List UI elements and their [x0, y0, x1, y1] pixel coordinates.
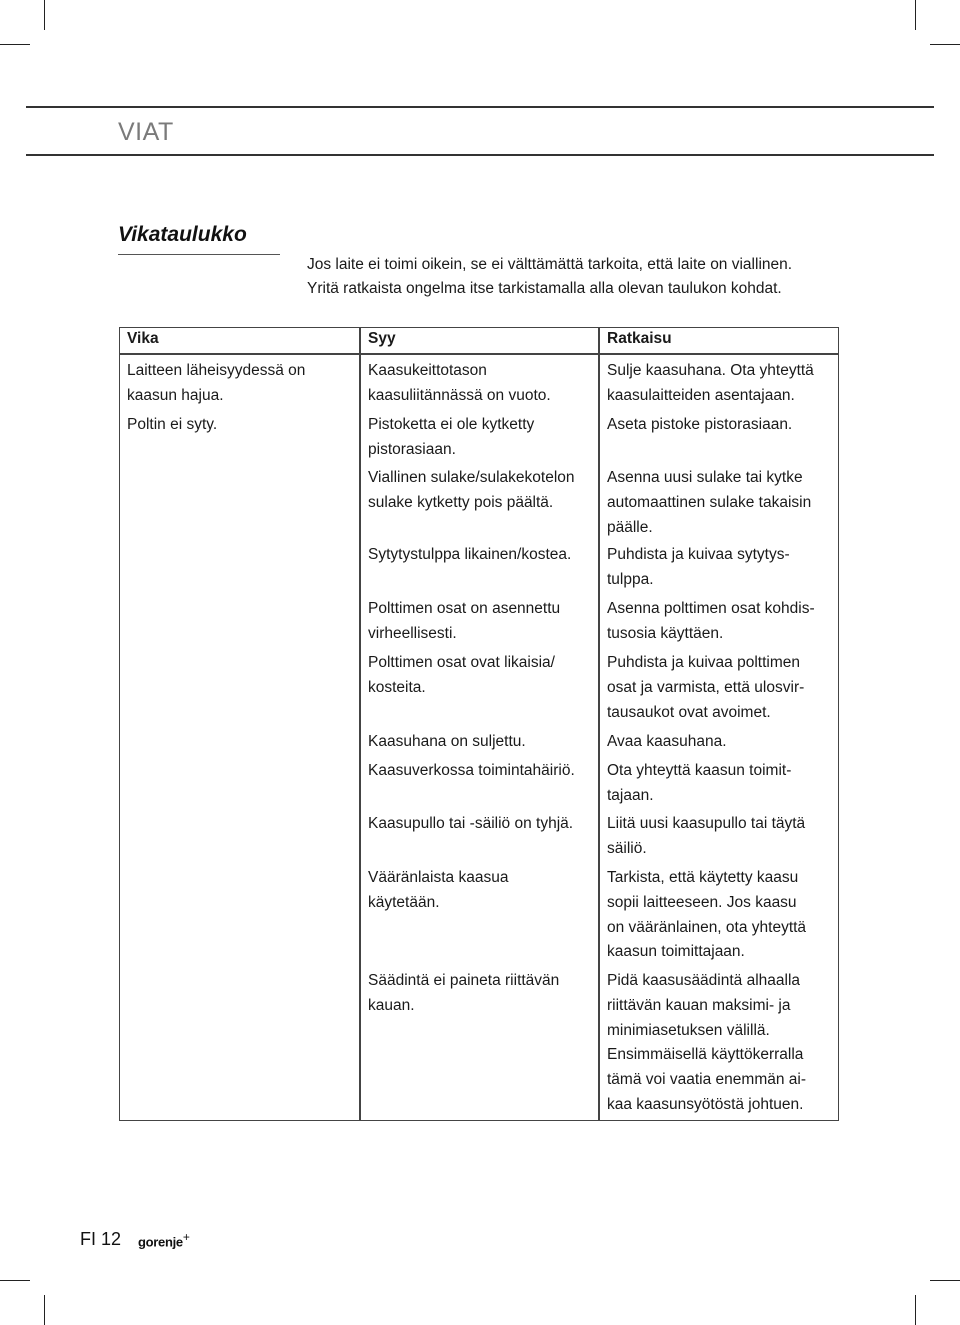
cell-line: Laitteen läheisyydessä on	[127, 362, 306, 379]
cell-line: kosteita.	[368, 678, 426, 696]
cell-syy	[368, 866, 508, 916]
cell-line: Sytytystulppa likainen/kostea.	[368, 546, 572, 563]
page-number: FI 12	[80, 1229, 122, 1249]
cell-syy	[368, 730, 526, 755]
crop-mark	[44, 0, 45, 30]
brand-name: gorenje	[138, 1234, 183, 1250]
cell-line: tulppa.	[607, 570, 654, 588]
cell-line: kaasun toimittajaan.	[607, 943, 745, 961]
cell-line: säiliö.	[607, 839, 647, 857]
intro-text	[307, 253, 792, 301]
cell-vika	[127, 413, 217, 438]
cell-line: minimiasetuksen välillä.	[607, 1021, 770, 1039]
cell-syy	[368, 597, 560, 647]
cell-line: on vääränlainen, ota yhteyttä	[607, 918, 807, 936]
cell-ratkaisu	[607, 359, 814, 409]
cell-syy	[368, 359, 551, 409]
cell-line: kauan.	[368, 996, 415, 1014]
table-column-divider	[598, 327, 600, 1121]
cell-line: käytetään.	[368, 893, 440, 911]
cell-line: Kaasukeittotason	[368, 362, 487, 379]
cell-line: Pistoketta ei ole kytketty	[368, 416, 535, 433]
cell-line: Vääränlaista kaasua	[368, 869, 509, 886]
cell-line: Ota yhteyttä kaasun toimit-	[607, 762, 792, 779]
cell-line: riittävän kauan maksimi- ja	[607, 996, 791, 1014]
section-title-underline	[118, 254, 280, 255]
cell-line: päälle.	[607, 518, 653, 536]
cell-line: Liitä uusi kaasupullo tai täytä	[607, 815, 806, 832]
crop-mark	[44, 1295, 45, 1325]
cell-line: sulake kytketty pois päältä.	[368, 493, 554, 511]
cell-line: Pidä kaasusäädintä alhaalla	[607, 972, 801, 989]
cell-ratkaisu	[607, 812, 805, 862]
column-header-ratkaisu: Ratkaisu	[607, 330, 672, 347]
cell-line: Sulje kaasuhana. Ota yhteyttä	[607, 362, 814, 379]
crop-mark	[930, 1280, 960, 1281]
cell-line: virheellisesti.	[368, 624, 457, 642]
cell-line: kaasun hajua.	[127, 386, 224, 404]
cell-line: sopii laitteeseen. Jos kaasu	[607, 893, 797, 911]
cell-line: kaasulaitteiden asentajaan.	[607, 386, 795, 404]
cell-line: Polttimen osat on asennettu	[368, 600, 561, 617]
cell-line: Polttimen osat ovat likaisia/	[368, 654, 555, 671]
cell-line: Asenna polttimen osat kohdis-	[607, 600, 815, 617]
cell-ratkaisu	[607, 730, 727, 755]
cell-line: tusosia käyttäen.	[607, 624, 724, 642]
section-title: Vikataulukko	[118, 223, 247, 246]
cell-line: Kaasupullo tai -säiliö on tyhjä.	[368, 815, 574, 832]
crop-mark	[915, 1295, 916, 1325]
cell-line: Asenna uusi sulake tai kytke	[607, 469, 803, 486]
cell-line: Puhdista ja kuivaa sytytys-	[607, 546, 790, 563]
cell-syy	[368, 651, 555, 701]
column-header-syy: Syy	[368, 330, 396, 347]
crop-mark	[930, 44, 960, 45]
header-bottom-rule	[26, 154, 934, 156]
crop-mark	[915, 0, 916, 30]
cell-line: Tarkista, että käytetty kaasu	[607, 869, 799, 886]
intro-line: Jos laite ei toimi oikein, se ei välttämättä tarkoita, että laite on viallinen.	[307, 256, 793, 273]
header-top-rule	[26, 106, 934, 108]
cell-line: tajaan.	[607, 786, 654, 804]
cell-line: Kaasuverkossa toimintahäiriö.	[368, 762, 575, 779]
cell-line: kaasuliitännässä on vuoto.	[368, 386, 551, 404]
cell-line: tämä voi vaatia enemmän ai-	[607, 1071, 807, 1089]
cell-line: Poltin ei syty.	[127, 416, 218, 433]
cell-ratkaisu	[607, 543, 790, 593]
cell-line: Aseta pistoke pistorasiaan.	[607, 416, 793, 433]
cell-line: tausaukot ovat avoimet.	[607, 703, 771, 721]
intro-line: Yritä ratkaista ongelma itse tarkistamalla alla olevan taulukon kohdat.	[307, 280, 782, 297]
crop-mark	[0, 44, 30, 45]
cell-syy	[368, 812, 573, 837]
cell-syy	[368, 413, 534, 463]
table-column-divider	[359, 327, 361, 1121]
cell-line: Kaasuhana on suljettu.	[368, 733, 526, 750]
brand-logo	[138, 1230, 190, 1249]
cell-line: Puhdista ja kuivaa polttimen	[607, 654, 801, 671]
column-header-vika: Vika	[127, 330, 159, 347]
crop-mark	[0, 1280, 30, 1281]
cell-syy	[368, 759, 575, 784]
cell-ratkaisu	[607, 466, 811, 540]
cell-line: pistorasiaan.	[368, 440, 456, 458]
cell-line: osat ja varmista, että ulosvir-	[607, 678, 805, 696]
page-title: VIAT	[118, 118, 174, 146]
cell-syy	[368, 969, 559, 1019]
cell-ratkaisu	[607, 413, 792, 438]
cell-vika	[127, 359, 305, 409]
cell-line: Säädintä ei paineta riittävän	[368, 972, 560, 989]
cell-syy	[368, 543, 571, 568]
cell-line: Avaa kaasuhana.	[607, 733, 727, 750]
cell-line: Viallinen sulake/sulakekotelon	[368, 469, 575, 486]
cell-ratkaisu	[607, 969, 806, 1118]
cell-line: Ensimmäisellä käyttökerralla	[607, 1046, 804, 1064]
cell-line: automaattinen sulake takaisin	[607, 493, 812, 511]
brand-plus: +	[182, 1230, 190, 1244]
table-header-divider	[119, 353, 839, 355]
cell-ratkaisu	[607, 866, 806, 965]
cell-ratkaisu	[607, 651, 804, 725]
cell-syy	[368, 466, 575, 516]
cell-line: kaa kaasunsyötöstä johtuen.	[607, 1095, 804, 1113]
cell-ratkaisu	[607, 597, 815, 647]
cell-ratkaisu	[607, 759, 791, 809]
